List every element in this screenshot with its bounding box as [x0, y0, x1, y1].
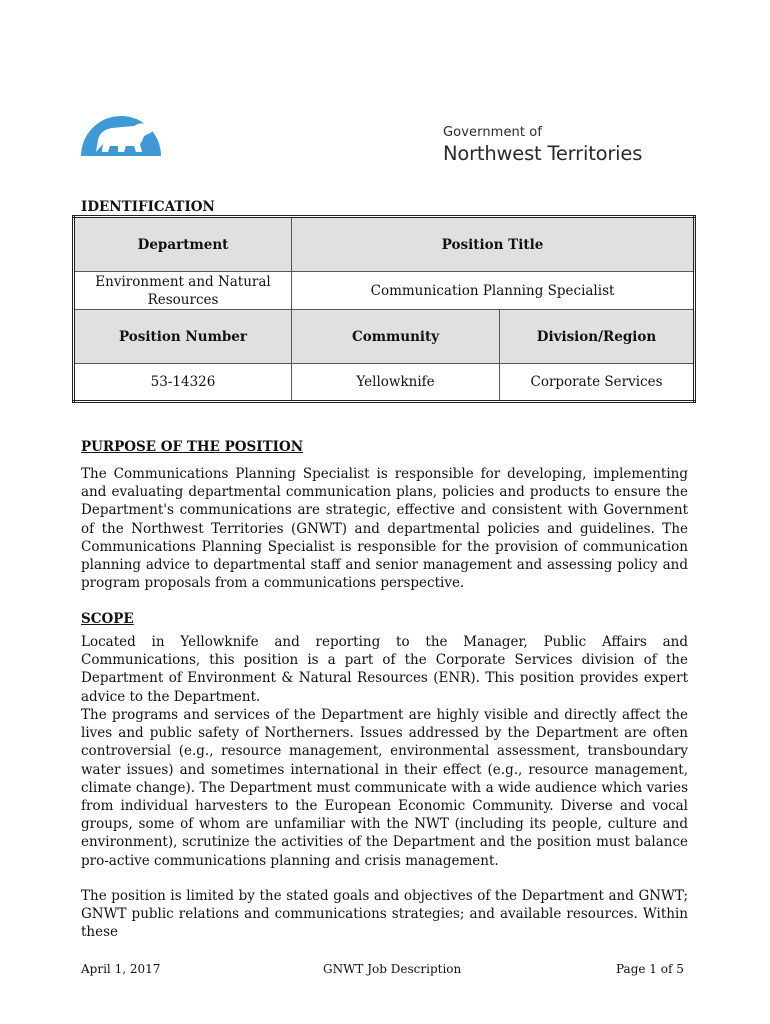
footer-doc-title: GNWT Job Description — [323, 962, 462, 976]
gov-line-2: Northwest Territories — [443, 142, 643, 165]
purpose-paragraph: The Communications Planning Specialist is responsible for developing, implementing and evaluating departmental communication plans, policies and products to ensure the Department's communications are strategic, effective and consistent with Government of the Northwest Territories (GNWT) and departmental policies and guidelines. The Communications Planning Specialist is responsible for the provision of communication planning advice to departmental staff and senior management and assessing policy and program proposals from a communications perspective. — [81, 466, 688, 592]
government-wordmark — [443, 125, 642, 165]
position-title-value: Communication Planning Specialist — [292, 272, 695, 310]
position-number-label: Position Number — [74, 310, 292, 364]
position-number-value: 53-14326 — [74, 364, 292, 402]
footer-date: April 1, 2017 — [81, 962, 161, 976]
scope-paragraph-1: Located in Yellowknife and reporting to the Manager, Public Affairs and Communications, this position is a part of the Corporate Services division of the Department of Environment & Natural Resources (ENR). This position provides expert advice to the Department. — [81, 634, 688, 705]
division-label: Division/Region — [500, 310, 695, 364]
scope-paragraph-3: The position is limited by the stated goals and objectives of the Department and GNWT; GNWT public relations and communications strategies; and available resources. Within these — [81, 888, 688, 941]
footer-page-number: Page 1 of 5 — [616, 962, 684, 976]
department-value: Environment and Natural Resources — [74, 272, 292, 310]
scope-heading: SCOPE — [81, 611, 134, 627]
community-label: Community — [292, 310, 500, 364]
division-value: Corporate Services — [500, 364, 695, 402]
identification-heading: IDENTIFICATION — [81, 199, 215, 215]
community-value: Yellowknife — [292, 364, 500, 402]
gov-line-1: Government of — [443, 125, 543, 140]
gnwt-polar-bear-logo — [78, 92, 166, 164]
identification-table — [72, 215, 696, 403]
department-label: Department — [74, 217, 292, 272]
purpose-heading: PURPOSE OF THE POSITION — [81, 439, 304, 455]
position-title-label: Position Title — [292, 217, 695, 272]
scope-paragraph-2: The programs and services of the Department are highly visible and directly affect the lives and public safety of Northerners. Issues addressed by the Department are often controversial (e.g., resource management, environmental assessment, transboundary water issues) and sometimes international in their effect (e.g., resource management, climate change). The Department must communicate with a wide audience which varies from individual harvesters to the European Economic Community. Diverse and vocal groups, some of whom are unfamiliar with the NWT (including its people, culture and environment), scrutinize the activities of the Department and the position must balance pro-active communications planning and crisis management. — [81, 707, 688, 869]
